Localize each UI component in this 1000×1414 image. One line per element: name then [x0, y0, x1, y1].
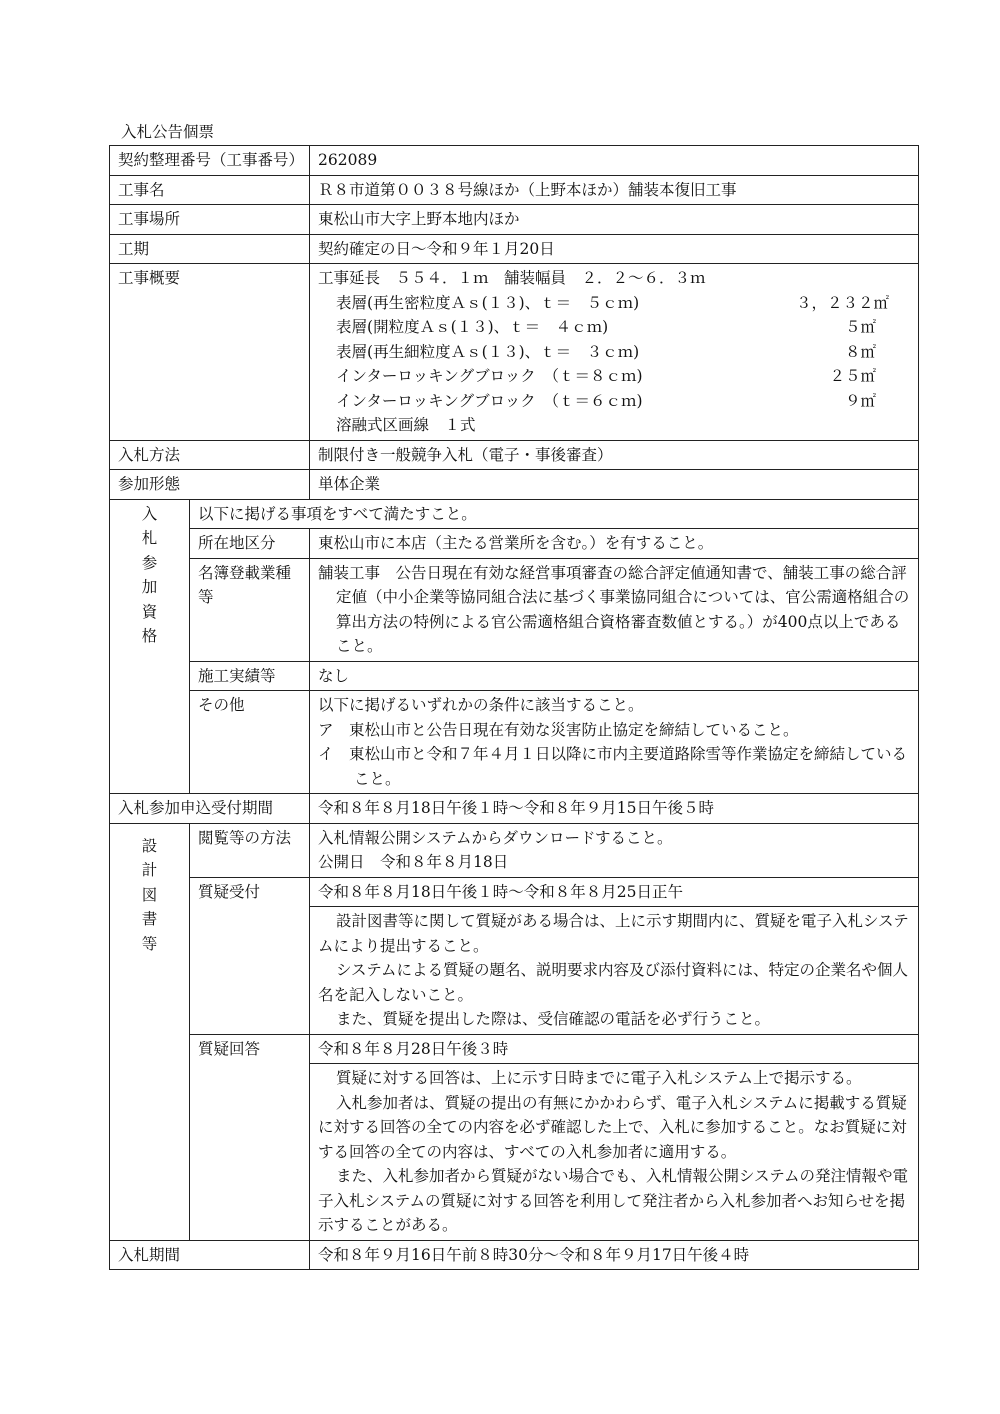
- viewing-label: 閲覧等の方法: [190, 823, 310, 877]
- answers-paragraph: 入札参加者は、質疑の提出の有無にかかわらず、電子入札システムに掲載する質疑に対する回答の全ての内容を必ず確認した上で、入札に参加すること。なお質疑に対する回答の全ての内容は、すべての入札参加者に適用する。: [318, 1093, 907, 1161]
- overview-value: [310, 264, 919, 441]
- location-label: 工事場所: [110, 205, 310, 235]
- row-area: [110, 529, 919, 559]
- spec-item-qty: ２５㎡: [829, 367, 877, 385]
- spec-item-name: 表層(開粒度Ａｓ(１３)、ｔ＝ ４ｃｍ): [336, 318, 609, 336]
- location-value: 東松山市大字上野本地内ほか: [310, 205, 919, 235]
- document-title: 入札公告個票: [121, 123, 215, 141]
- viewing-value: 入札情報公開システムからダウンロードすること。: [318, 828, 673, 847]
- overview-label: 工事概要: [110, 264, 310, 441]
- bid-period-label: 入札期間: [110, 1240, 310, 1270]
- answers-paragraph: 質疑に対する回答は、上に示す日時までに電子入札システム上で掲示する。: [336, 1069, 862, 1087]
- application-period-value: 令和８年８月18日午後１時～令和８年９月15日午後５時: [310, 794, 919, 824]
- registration-label: 名簿登載業種等: [190, 558, 310, 661]
- questions-label: 質疑受付: [190, 877, 310, 1034]
- row-qualification-intro: [110, 499, 919, 529]
- questions-paragraph: システムによる質疑の題名、説明要求内容及び添付資料には、特定の企業名や個人名を記入しないこと。: [318, 961, 908, 1004]
- spec-item: [318, 389, 910, 414]
- registration-value: 舗装工事 公告日現在有効な経営事項審査の総合評定値通知書で、舗装工事の総合評定値（中小企業等協同組合法に基づく事業協同組合については、官公需適格組合の算出方法の特例による官公需適格組合資格審査数値とする。）が400点以上であること。: [318, 563, 910, 655]
- row-other: [110, 691, 919, 794]
- spec-item-qty: ３，２３２㎡: [796, 293, 890, 312]
- row-location: [110, 205, 919, 235]
- other-item: ア 東松山市と公告日現在有効な災害防止協定を締結していること。: [318, 720, 799, 739]
- application-period-label: 入札参加申込受付期間: [110, 794, 310, 824]
- bid-period-value: 令和８年９月16日午前８時30分～令和８年９月17日午後４時: [310, 1240, 919, 1270]
- other-intro: 以下に掲げるいずれかの条件に該当すること。: [318, 696, 644, 714]
- bid-method-value: 制限付き一般競争入札（電子・事後審査）: [310, 440, 919, 470]
- tender-notice-table: [109, 145, 919, 1270]
- contract-no-value: 262089: [310, 146, 919, 176]
- row-participation: [110, 470, 919, 500]
- row-project-name: [110, 175, 919, 205]
- overview-header: 工事延長 ５５４．１ｍ 舗装幅員 ２．２～６．３ｍ: [318, 269, 706, 287]
- record-value: なし: [310, 661, 919, 691]
- spec-item-name: インターロッキングブロック （ｔ＝８ｃｍ): [336, 367, 643, 385]
- row-overview: [110, 264, 919, 441]
- spec-item-name: 表層(再生密粒度Ａｓ(１３)、ｔ＝ ５ｃｍ): [336, 293, 640, 312]
- row-registration: [110, 558, 919, 661]
- row-viewing: [110, 823, 919, 877]
- row-application-period: [110, 794, 919, 824]
- row-answers: [110, 1034, 919, 1064]
- answers-label: 質疑回答: [190, 1034, 310, 1240]
- spec-item: [318, 315, 910, 340]
- row-bid-method: [110, 440, 919, 470]
- questions-period: 令和８年８月18日午後１時～令和８年８月25日正午: [310, 877, 919, 907]
- spec-item: [318, 364, 910, 389]
- questions-paragraph: また、質疑を提出した際は、受信確認の電話を必ず行うこと。: [336, 1010, 771, 1028]
- answers-paragraph: また、入札参加者から質疑がない場合でも、入札情報公開システムの発注情報や電子入札システムの質疑に対する回答を利用して発注者から入札参加者へお知らせを掲示することがある。: [318, 1167, 908, 1234]
- project-name-value: Ｒ８市道第００３８号線ほか（上野本ほか）舗装本復旧工事: [310, 175, 919, 205]
- design-docs-group-label: 設 計 図 書 等: [110, 823, 190, 1240]
- other-label: その他: [190, 691, 310, 794]
- row-record: [110, 661, 919, 691]
- spec-item-name: インターロッキングブロック （ｔ＝６ｃｍ): [336, 391, 643, 410]
- contract-no-label: 契約整理番号（工事番号）: [110, 146, 310, 176]
- spec-item-qty: ５㎡: [845, 318, 877, 336]
- qualification-intro: 以下に掲げる事項をすべて満たすこと。: [190, 499, 919, 529]
- spec-item-name: 表層(再生細粒度Ａｓ(１３)、ｔ＝ ３ｃｍ): [336, 342, 640, 361]
- overview-footer: 溶融式区画線 １式: [336, 416, 476, 434]
- row-questions: [110, 877, 919, 907]
- area-label: 所在地区分: [190, 529, 310, 559]
- project-name-label: 工事名: [110, 175, 310, 205]
- viewing-open-date: 公開日 令和８年８月18日: [318, 853, 509, 871]
- area-value: 東松山市に本店（主たる営業所を含む。）を有すること。: [310, 529, 919, 559]
- answers-date: 令和８年８月28日午後３時: [310, 1034, 919, 1064]
- participation-label: 参加形態: [110, 470, 310, 500]
- bid-method-label: 入札方法: [110, 440, 310, 470]
- period-label: 工期: [110, 234, 310, 264]
- other-item: イ 東松山市と令和７年４月１日以降に市内主要道路除雪等作業協定を締結していること。: [318, 745, 908, 788]
- spec-item: [318, 291, 910, 316]
- qualification-group-label: 入 札 参 加 資 格: [110, 499, 190, 794]
- period-value: 契約確定の日～令和９年１月20日: [310, 234, 919, 264]
- spec-item-qty: ９㎡: [845, 391, 877, 410]
- spec-item-qty: ８㎡: [845, 342, 877, 361]
- participation-value: 単体企業: [310, 470, 919, 500]
- row-bid-period: [110, 1240, 919, 1270]
- questions-paragraph: 設計図書等に関して質疑がある場合は、上に示す期間内に、質疑を電子入札システムにより提出すること。: [318, 912, 909, 955]
- record-label: 施工実績等: [190, 661, 310, 691]
- row-contract-no: [110, 146, 919, 176]
- spec-item: [318, 340, 910, 365]
- row-period: [110, 234, 919, 264]
